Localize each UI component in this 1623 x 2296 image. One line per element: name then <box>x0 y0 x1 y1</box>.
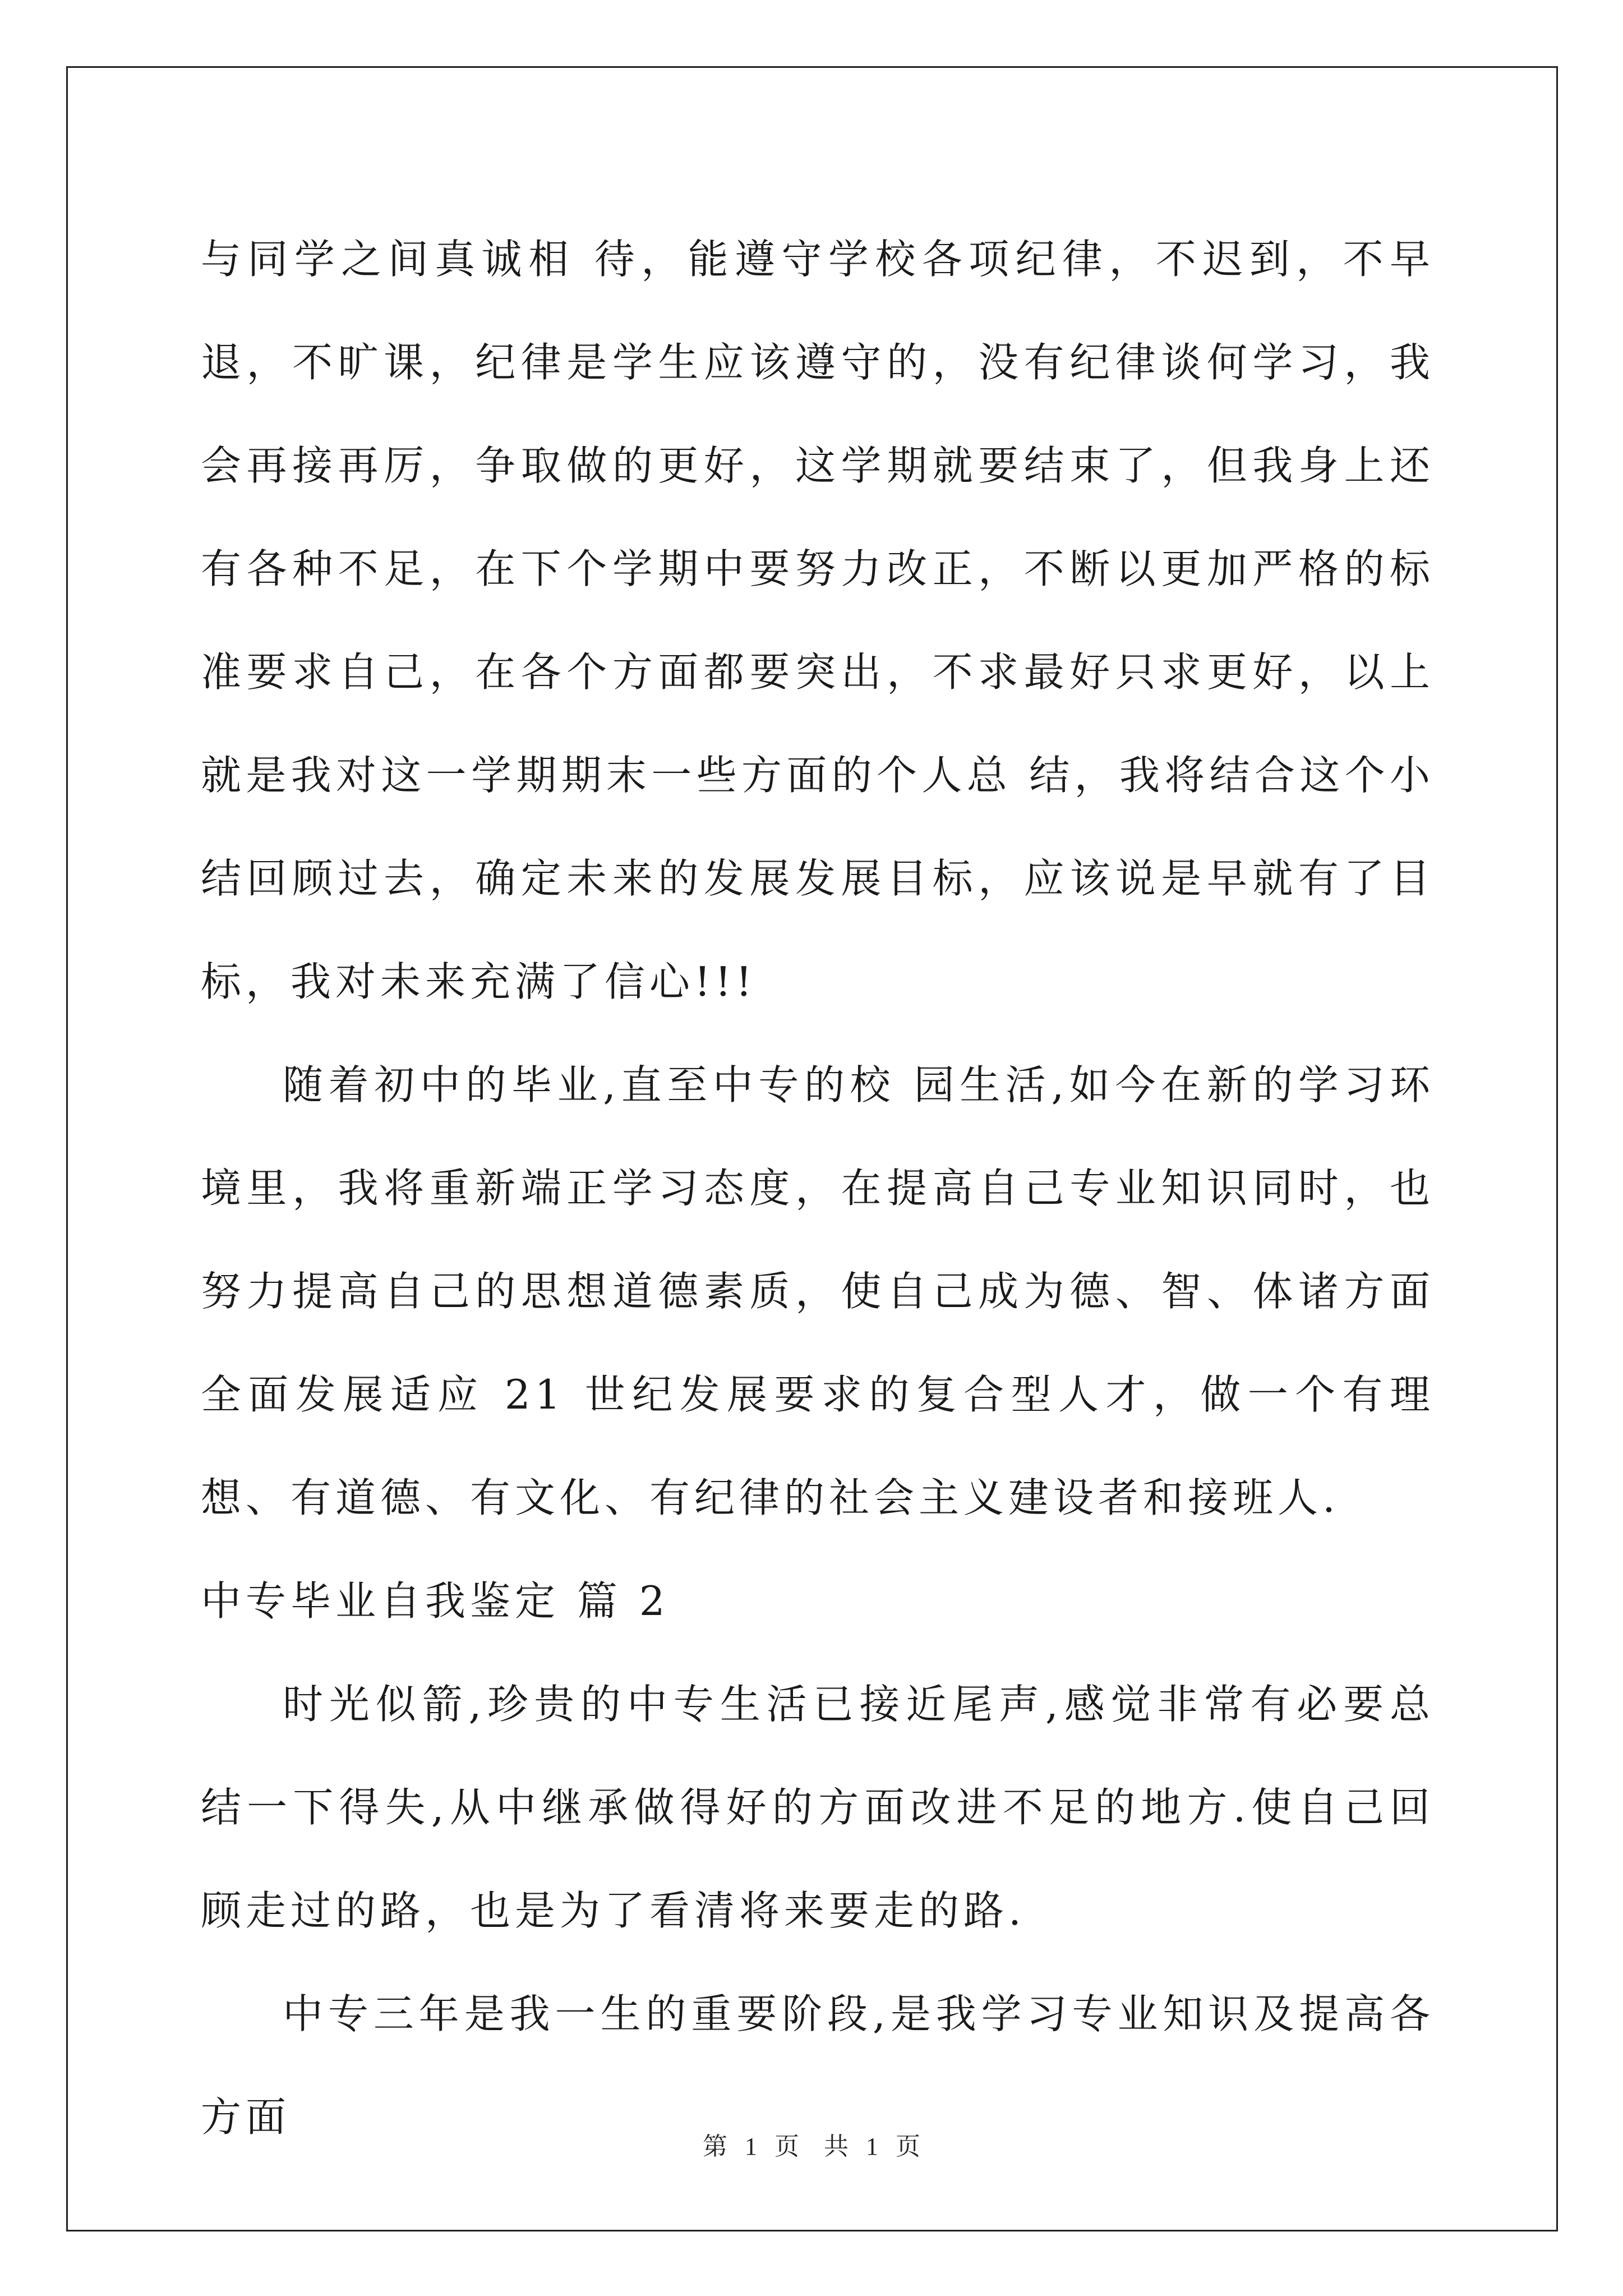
paragraph-4: 中专三年是我一生的重要阶段,是我学习专业知识及提高各方面 <box>201 1990 1435 2141</box>
section-heading: 中专毕业自我鉴定 篇 2 <box>201 1577 670 1625</box>
document-body <box>201 208 1435 2169</box>
paragraph-2: 随着初中的毕业,直至中专的校 园生活,如今在新的学习环境里，我将重新端正学习态度，在提高自己专业知识同时，也努力提高自己的思想道德素质，使自己成为德、智、体诸方面全面发展适应 21 世纪发展要求的复合型人才，做一个有理想、有道德、有文化、有纪律的社会主义建设者和接班人. <box>201 1061 1435 1521</box>
page-footer: 第 1 页 共 1 页 <box>703 2133 920 2160</box>
paragraph-1: 与同学之间真诚相 待，能遵守学校各项纪律，不迟到，不早退，不旷课，纪律是学生应该遵守的，没有纪律谈何学习，我会再接再厉，争取做的更好，这学期就要结束了，但我身上还 有各种不足，在下个学期中要努力改正，不断以更加严格的标准要求自己，在各个方面都要突出，不求最好只求更好，以上就是我对这一学期期末一些方面的个人总 结，我将结合这个小结回顾过去，确定未来的发展发展目标，应该说是早就有了目标，我对未来充满了信心!!! <box>201 236 1435 1005</box>
paragraph-3: 时光似箭,珍贵的中专生活已接近尾声,感觉非常有必要总结一下得失,从中继承做得好的方面改进不足的地方.使自己回顾走过的路，也是为了看清将来要走的路. <box>201 1681 1435 1934</box>
